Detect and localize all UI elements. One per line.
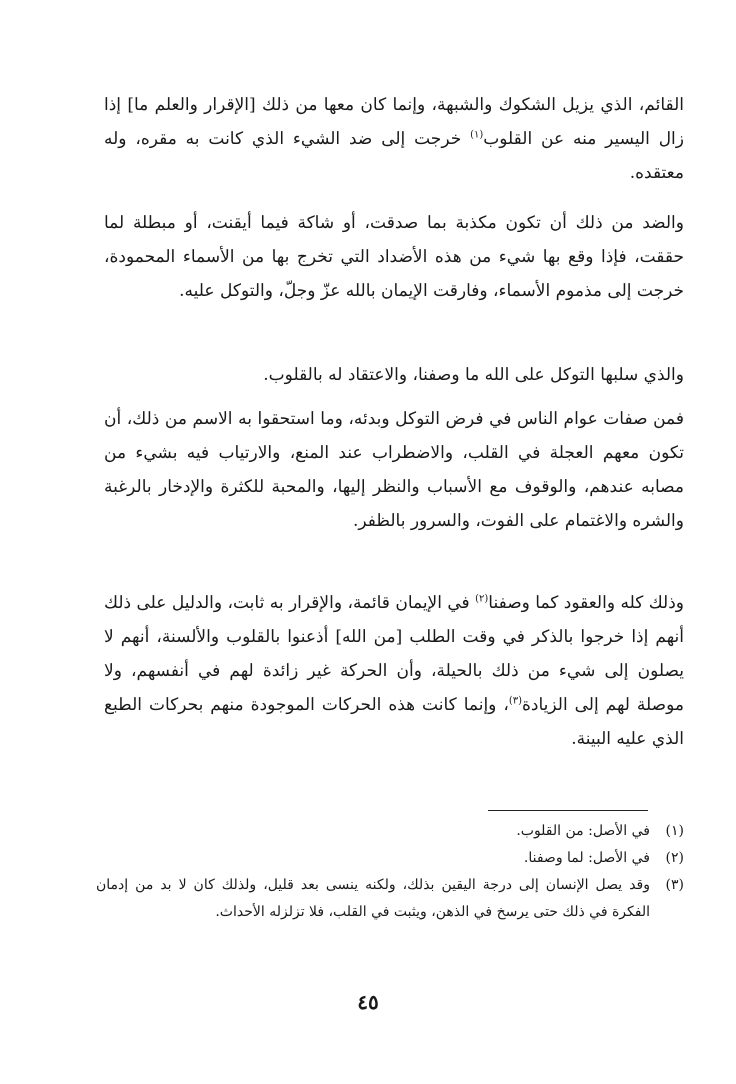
- footnote-2-number: (٢): [665, 850, 684, 866]
- footnote-ref-3: (٣): [508, 695, 522, 707]
- footnote-1: [96, 818, 684, 845]
- paragraph-5: [104, 586, 684, 756]
- footnote-2: [96, 845, 684, 872]
- paragraph-4: [104, 402, 684, 538]
- footnote-1-number: (١): [665, 823, 684, 839]
- paragraph-1-before: القائم، الذي يزيل الشكوك والشبهة، وإنما كان معها من ذلك [الإقرار والعلم ما] إذا زال اليسير منه عن القلوب: [104, 95, 684, 149]
- footnote-ref-2: (٢): [475, 593, 489, 605]
- paragraph-1-text: [104, 88, 684, 190]
- paragraph-2-text: والضد من ذلك أن تكون مكذبة بما صدقت، أو شاكة فيما أيقنت، أو مبطلة لما حققت، فإذا وقع بها شيء من هذه الأضداد التي تخرج بها من الأسماء المحمودة، خرجت إلى مذموم الأسماء، وفارقت الإيمان بالله عزّ وجلّ، والتوكل عليه.: [104, 213, 684, 301]
- paragraph-1: [104, 88, 684, 190]
- footnote-3: [96, 872, 684, 926]
- footnote-ref-1: (١): [470, 129, 484, 141]
- paragraph-4-text: فمن صفات عوام الناس في فرض التوكل وبدئه، وما استحقوا به الاسم من ذلك، أن تكون معهم العجلة في القلب، والاضطراب عند المنع، والارتياب فيه بشيء من مصابه عندهم، والوقوف مع الأسباب والنظر إليها، والمحبة للكثرة والإدخار بالرغبة والشره والاغتمام على الفوت، والسرور بالظفر.: [104, 409, 684, 531]
- paragraph-5-after: ، وإنما كانت هذه الحركات الموجودة منهم بحركات الطبع الذي عليه البينة.: [104, 695, 684, 749]
- paragraph-1-after: خرجت إلى ضد الشيء الذي كانت به مقره، وله معتقده.: [104, 129, 684, 183]
- paragraph-5-middle: في الإيمان قائمة، والإقرار به ثابت، والدليل على ذلك أنهم إذا خرجوا بالذكر في وقت الطلب [من الله] أذعنوا بالقلوب والألسنة، أنهم لا يصلون إلى شيء من ذلك بالحيلة، وأن الحركة غير زائدة لهم في أنفسهم، ولا موصلة لهم إلى الزيادة: [104, 593, 684, 715]
- paragraph-3-text: والذي سلبها التوكل على الله ما وصفنا، والاعتقاد له بالقلوب.: [263, 365, 684, 385]
- footnote-3-text: وقد يصل الإنسان إلى درجة اليقين بذلك، ولكنه ينسى بعد قليل، ولذلك كان لا بد من إدمان الفكرة في ذلك حتى يرسخ في الذهن، ويثبت في القلب، فلا تزلزله الأحداث.: [96, 877, 650, 920]
- paragraph-3: [104, 358, 684, 392]
- footnotes: [96, 818, 684, 926]
- paragraph-5-before: وذلك كله والعقود كما وصفنا: [488, 593, 684, 613]
- page-number: ٤٥: [357, 990, 379, 1014]
- footnote-2-text: في الأصل: لما وصفنا.: [523, 850, 650, 866]
- footnote-separator: [488, 810, 648, 811]
- footnote-3-number: (٣): [665, 877, 684, 893]
- paragraph-2: [104, 206, 684, 308]
- footnote-1-text: في الأصل: من القلوب.: [516, 823, 650, 839]
- paragraph-5-text: [104, 586, 684, 756]
